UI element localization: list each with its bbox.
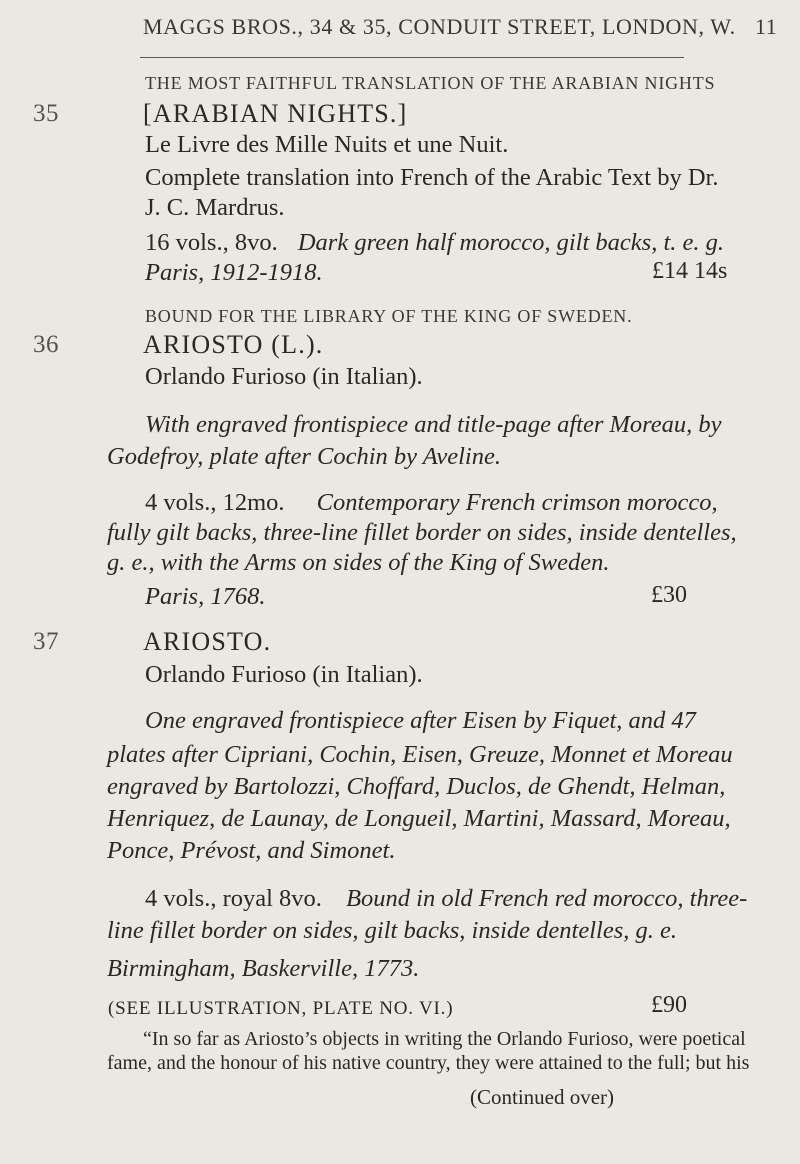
entry-35-description-1: Complete translation into French of the Arabic Text by Dr. [145, 164, 719, 191]
header-rule [140, 57, 684, 58]
entry-36-binding-2: fully gilt backs, three-line fillet border on sides, inside dentelles, [107, 519, 737, 546]
page-number: 11 [755, 14, 778, 39]
entry-37-binding-line-1 [145, 884, 747, 914]
entry-37-binding-1: Bound in old French red morocco, three- [346, 885, 748, 912]
entry-35-description-2: J. C. Mardrus. [145, 194, 285, 221]
running-head [143, 14, 783, 40]
entry-37-note-1: One engraved frontispiece after Eisen by Fiquet, and 47 [145, 707, 696, 734]
entry-36-note-1: With engraved frontispiece and title-page after Moreau, by [145, 411, 722, 438]
entry-37-note-2: plates after Cipriani, Cochin, Eisen, Greuze, Monnet et Moreau [107, 741, 733, 768]
entry-37-subtitle: Orlando Furioso (in Italian). [145, 661, 423, 688]
entry-37-title: ARIOSTO. [143, 627, 272, 656]
entry-37-note-5: Ponce, Prévost, and Simonet. [107, 837, 396, 864]
entry-37-note-4: Henriquez, de Launay, de Longueil, Martini, Massard, Moreau, [107, 805, 731, 832]
entry-36-binding-3: g. e., with the Arms on sides of the King of Sweden. [107, 549, 610, 576]
entry-37-illustration-ref: (SEE ILLUSTRATION, PLATE NO. VI.) [108, 998, 454, 1019]
entry-35-binding: Dark green half morocco, gilt backs, t. e. g. [297, 229, 725, 256]
entry-35-title: [ARABIAN NIGHTS.] [143, 99, 408, 128]
entry-35-price: £14 14s [652, 258, 728, 284]
running-head-text: MAGGS BROS., 34 & 35, CONDUIT STREET, LONDON, W. [143, 14, 736, 39]
entry-36-number: 36 [33, 331, 59, 358]
entry-36-kicker: BOUND FOR THE LIBRARY OF THE KING OF SWEDEN. [145, 306, 633, 326]
entry-36-binding-1: Contemporary French crimson morocco, [316, 489, 718, 516]
entry-36-title: ARIOSTO (L.). [143, 330, 324, 359]
entry-37-binding-2: line fillet border on sides, gilt backs, inside dentelles, g. e. [107, 917, 677, 944]
entry-36-imprint: Paris, 1768. [145, 583, 266, 610]
entry-36-price: £30 [651, 582, 687, 608]
entry-37-format: 4 vols., royal 8vo. [145, 885, 322, 912]
continued-note: (Continued over) [470, 1085, 615, 1109]
entry-37-quote-2: fame, and the honour of his native country, they were attained to the full; but his [107, 1052, 750, 1074]
entry-37-number: 37 [33, 628, 59, 655]
entry-37-imprint: Birmingham, Baskerville, 1773. [107, 955, 420, 982]
entry-36-format: 4 vols., 12mo. [145, 489, 285, 516]
entry-36-binding-line-1 [145, 488, 718, 518]
entry-36-note-2: Godefroy, plate after Cochin by Aveline. [107, 443, 501, 470]
entry-35-kicker: THE MOST FAITHFUL TRANSLATION OF THE ARABIAN NIGHTS [145, 73, 716, 93]
entry-37-price: £90 [651, 992, 687, 1018]
entry-35-format-line [145, 228, 724, 258]
entry-35-subtitle: Le Livre des Mille Nuits et une Nuit. [145, 131, 509, 158]
entry-35-imprint: Paris, 1912-1918. [145, 259, 323, 286]
entry-37-quote-1: “In so far as Ariosto’s objects in writing the Orlando Furioso, were poetical [143, 1028, 746, 1050]
entry-37-note-3: engraved by Bartolozzi, Choffard, Duclos, de Ghendt, Helman, [107, 773, 726, 800]
entry-35-format: 16 vols., 8vo. [145, 229, 278, 256]
entry-35-number: 35 [33, 100, 59, 127]
entry-36-subtitle: Orlando Furioso (in Italian). [145, 363, 423, 390]
